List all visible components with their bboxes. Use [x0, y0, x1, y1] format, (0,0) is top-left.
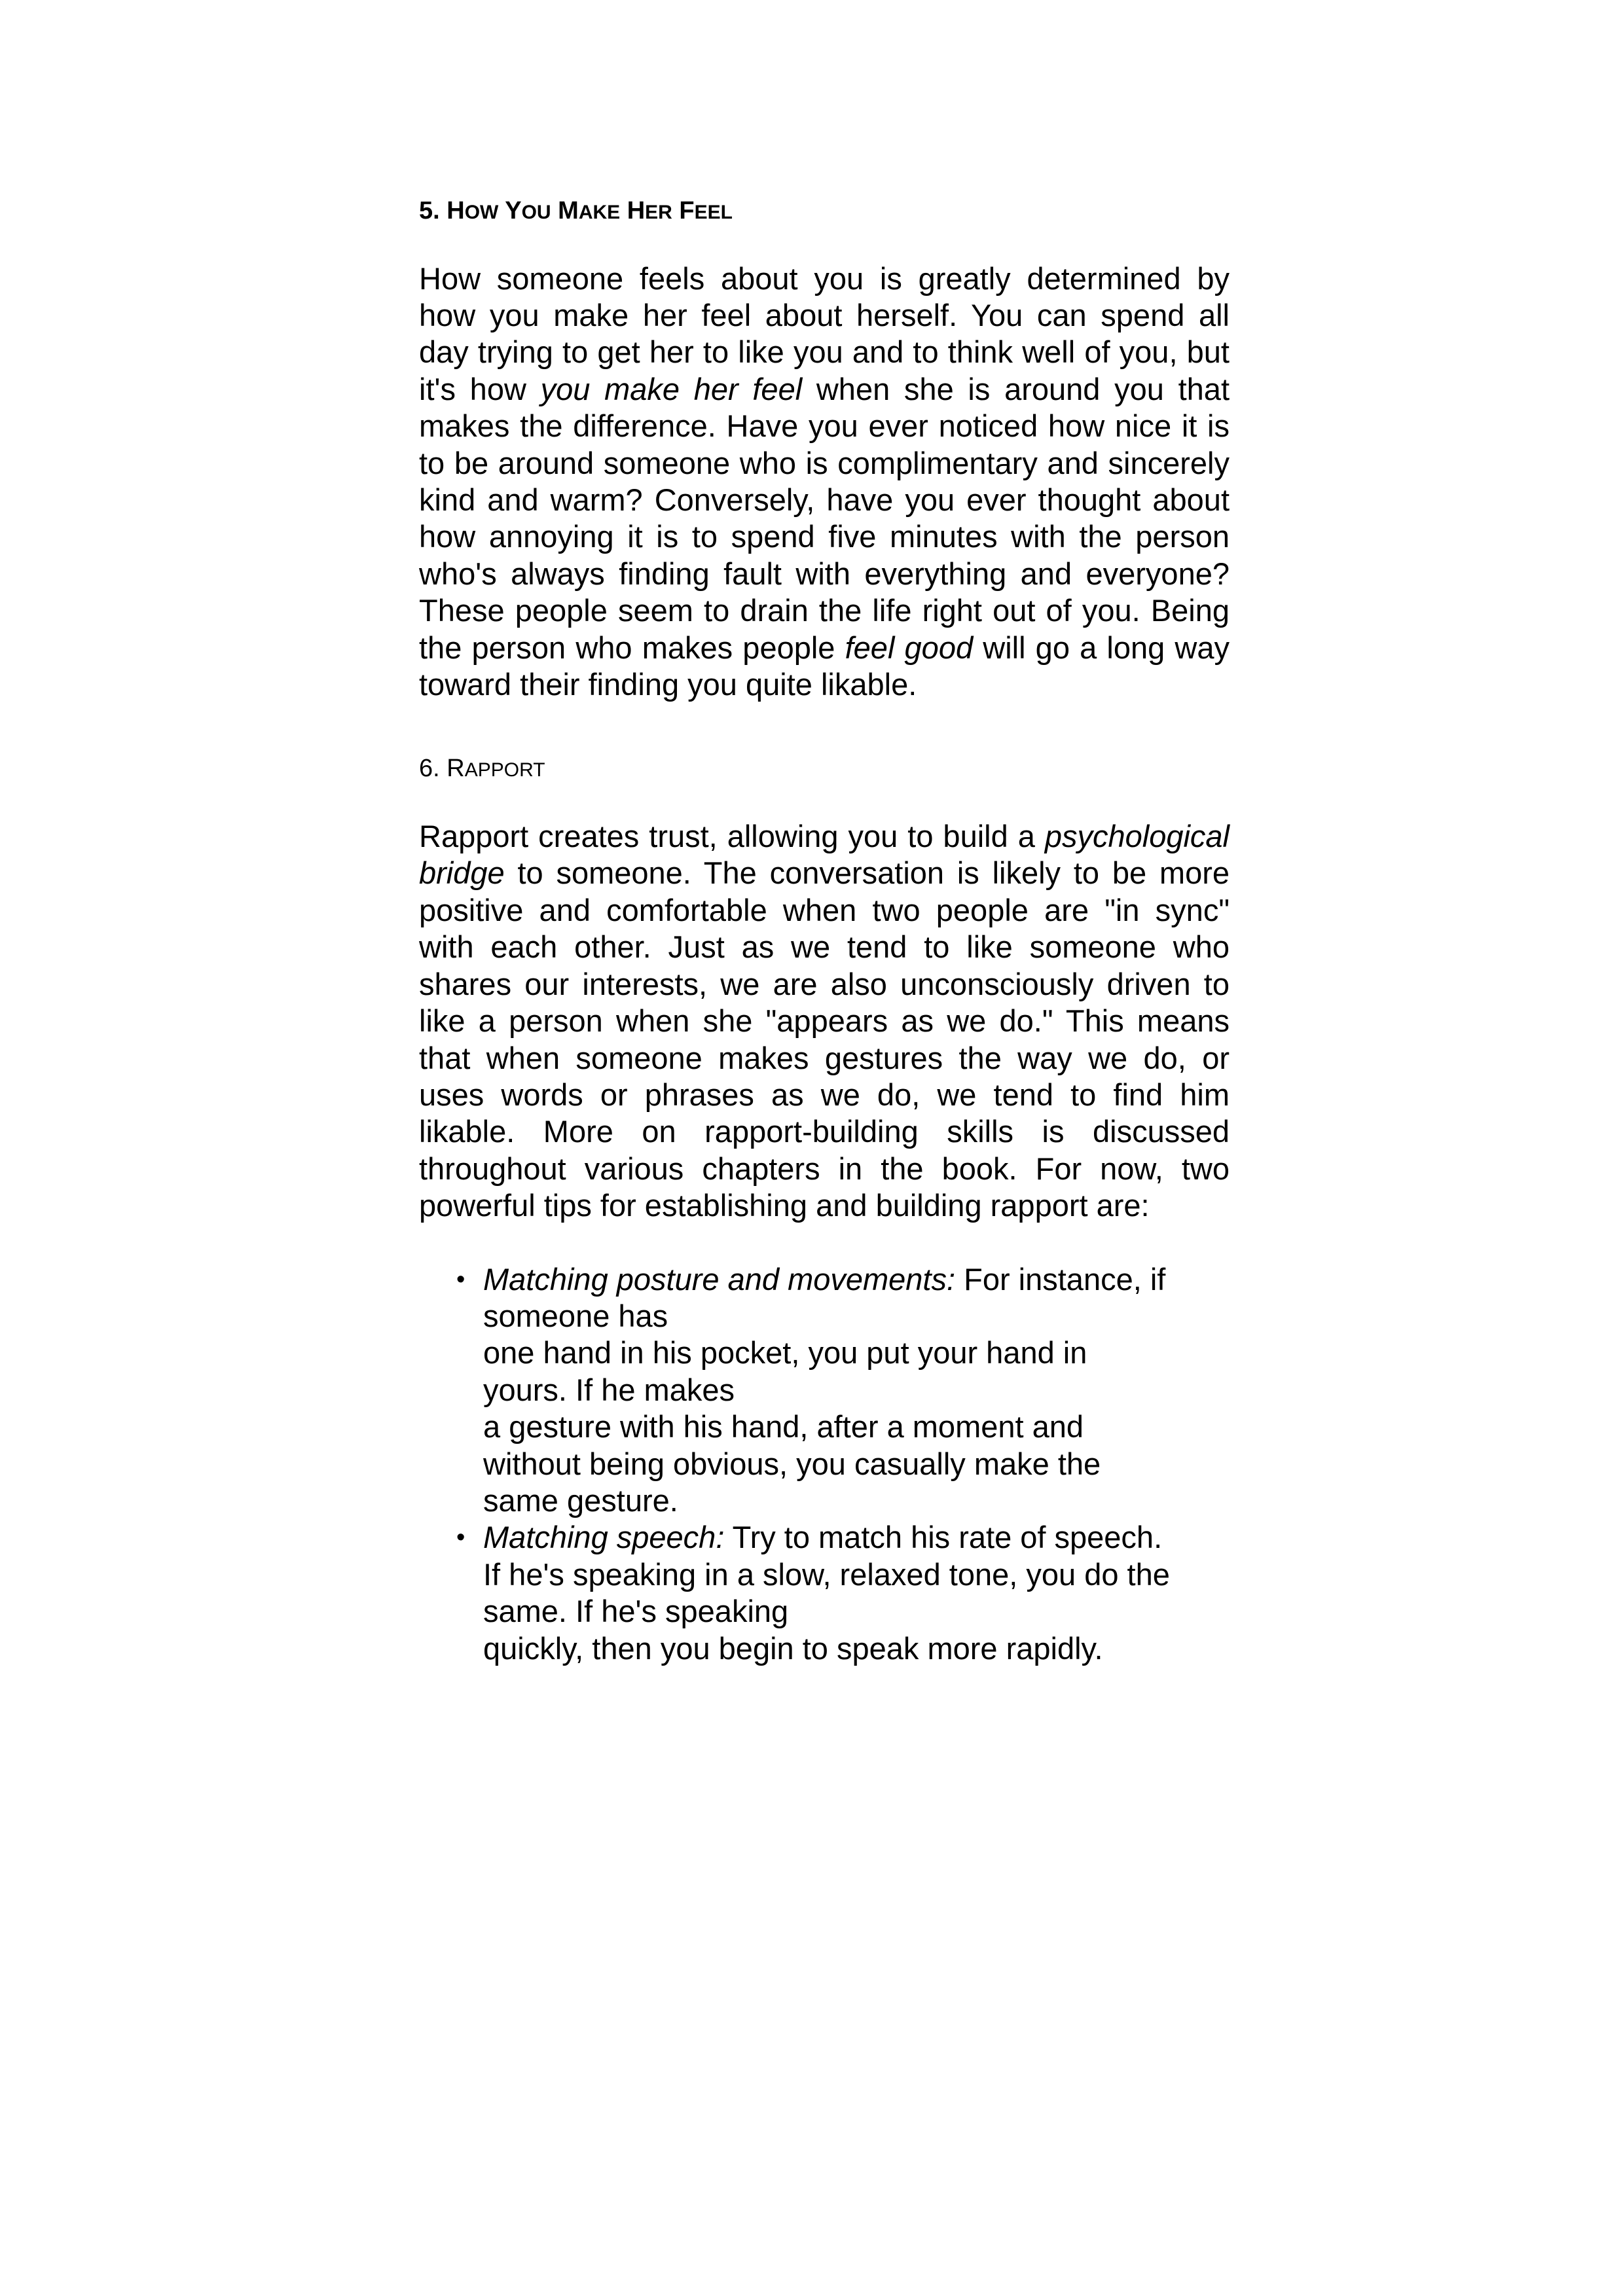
section-6-number: 6. — [419, 755, 440, 783]
para-5-emphasis-feel-good: feel good — [845, 630, 974, 665]
bullet-icon: • — [456, 1265, 465, 1293]
tip-2-line-1 — [483, 1519, 1177, 1630]
section-5-number: 5. — [419, 197, 440, 224]
tip-1-line-3: a gesture with his hand, after a moment and without being obvious, you casually make the same gesture. — [483, 1409, 1101, 1518]
rapport-tips-list — [419, 1261, 1230, 1667]
section-6-title-rest: APPORT — [464, 759, 545, 781]
list-item — [456, 1261, 1177, 1520]
section-5-title-7: ER — [645, 202, 672, 223]
section-5-title-8: F — [672, 197, 695, 224]
para-5-run-0: How someone feels about you is greatly determined by how you make her feel about herself. You can spend all day trying to get her to like you and to think well of you, but it's how — [419, 260, 1230, 406]
tip-1-line-1 — [483, 1261, 1177, 1335]
tip-2-line-2: quickly, then you begin to speak more rapidly. — [483, 1630, 1103, 1666]
section-6-paragraph — [419, 818, 1230, 1224]
section-5-title-1: OW — [464, 202, 499, 223]
para-5-run-4: will go a long way toward their finding you quite likable. — [419, 630, 1230, 702]
section-5-paragraph — [419, 260, 1230, 704]
bullet-icon: • — [456, 1524, 465, 1552]
para-6-run-2: to someone. The conversation is likely to be more positive and comfortable when two people are "in sync" with each other. Just as we tend to like someone who shares our interests, we are also unconsciously driven to like a person when she "appears as we do." This means that when someone makes gestures the way we do, or uses words or phrases as we do, we tend to find him likable. More on rapport-building skills is discussed throughout various chapters in the book. For now, two powerful tips for establishing and building rapport are: — [419, 855, 1230, 1223]
section-5-title-4: M — [551, 197, 579, 224]
para-6-run-0: Rapport creates trust, allowing you to build a — [419, 819, 1045, 854]
section-5-title-2: Y — [498, 197, 522, 224]
section-5-title-3: OU — [521, 202, 551, 223]
tip-1-text-1: For instance, if someone has — [483, 1261, 1166, 1333]
para-6-emphasis-psychological-bridge: psychological bridge — [419, 819, 1230, 891]
tip-2-label: Matching speech: — [483, 1520, 725, 1555]
section-5-title-0: H — [447, 197, 465, 224]
section-5-title-5: AKE — [578, 202, 621, 223]
tip-2-text-1: Try to match his rate of speech. If he's speaking in a slow, relaxed tone, you do the same. If he's speaking — [483, 1520, 1170, 1629]
tip-1-line-2: one hand in his pocket, you put your hand in yours. If he makes — [483, 1335, 1087, 1407]
tip-1-label: Matching posture and movements: — [483, 1261, 956, 1297]
page-content — [419, 196, 1230, 1667]
para-5-run-2: when she is around you that makes the difference. Have you ever noticed how nice it is to be around someone who is complimentary and sincerely kind and warm? Conversely, have you ever thought about how annoying it is to spend five minutes with the person who's always finding fault with everything and everyone? These people seem to drain the life right out of you. Being the person who makes people — [419, 371, 1230, 665]
para-5-emphasis-you-make-her-feel: you make her feel — [540, 371, 803, 406]
section-5-title-9: EEL — [694, 202, 733, 223]
section-5-heading — [419, 196, 1230, 226]
list-item — [456, 1519, 1177, 1667]
section-6-title-first: R — [439, 755, 465, 783]
section-5-title-6: H — [620, 197, 646, 224]
section-6-heading — [419, 754, 1230, 784]
